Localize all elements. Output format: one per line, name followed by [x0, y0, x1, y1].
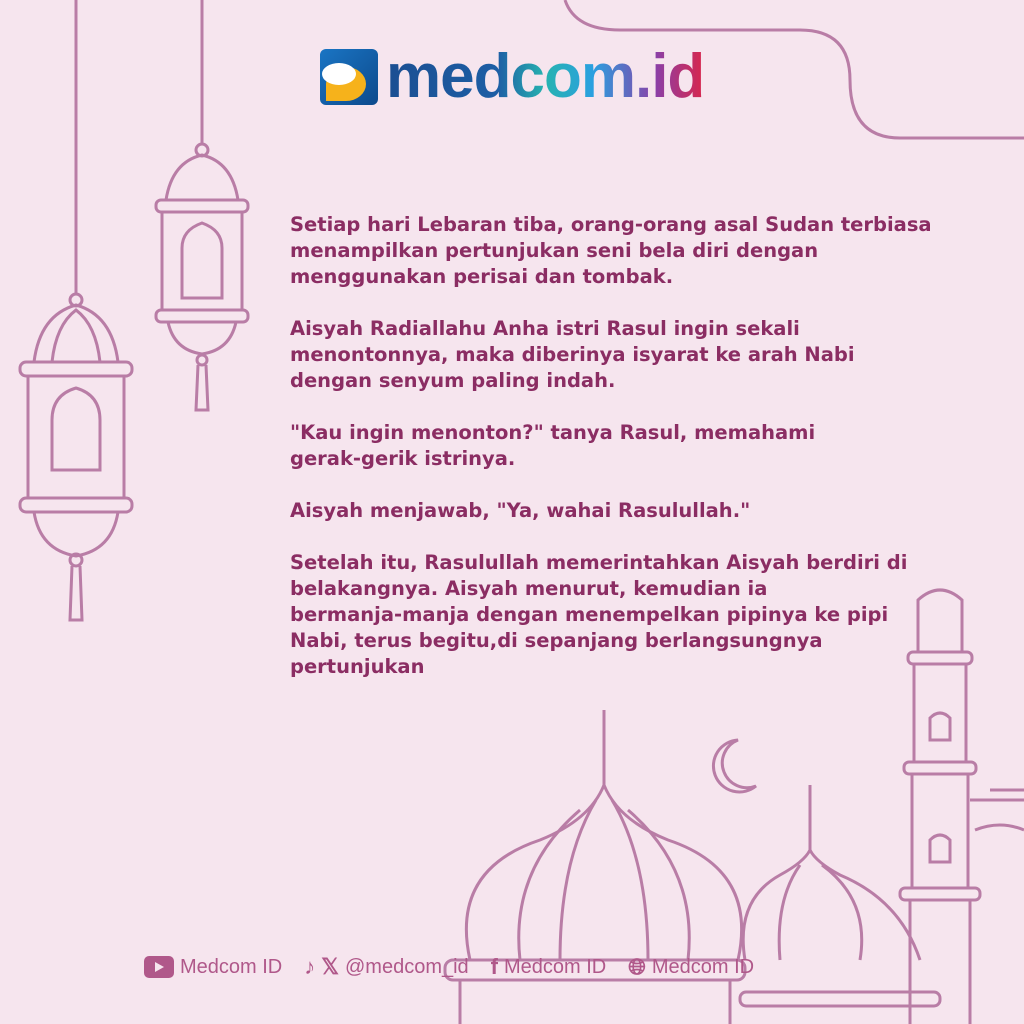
- text-line: belakangnya. Aisyah menurut, kemudian ia: [290, 577, 768, 600]
- paragraph: [290, 316, 970, 394]
- eagle-logo-icon: [320, 49, 378, 105]
- paragraph: [290, 420, 970, 472]
- text-line: Aisyah menjawab, "Ya, wahai Rasulullah.": [290, 499, 751, 522]
- logo-text: medcom.id: [386, 42, 705, 111]
- medcom-logo: [320, 42, 705, 111]
- paragraph: [290, 212, 970, 290]
- youtube-link[interactable]: [144, 956, 282, 979]
- lantern-left: [20, 0, 132, 620]
- paragraph: [290, 550, 970, 680]
- paragraph: [290, 498, 970, 524]
- tiktok-x-label: @medcom_id: [344, 955, 469, 978]
- website-link[interactable]: [628, 954, 754, 980]
- tiktok-x-link[interactable]: [304, 954, 468, 980]
- facebook-link[interactable]: [491, 954, 607, 980]
- text-line: menontonnya, maka diberinya isyarat ke arah Nabi: [290, 343, 855, 366]
- crescent-moon-icon: [713, 740, 756, 792]
- text-line: Setelah itu, Rasulullah memerintahkan Aisyah berdiri di: [290, 551, 908, 574]
- text-line: menggunakan perisai dan tombak.: [290, 265, 674, 288]
- tiktok-icon: ♪: [304, 954, 316, 979]
- story-text: [290, 212, 970, 706]
- globe-icon: 🌐︎: [628, 954, 646, 979]
- text-line: Aisyah Radiallahu Anha istri Rasul ingin sekali: [290, 317, 800, 340]
- text-line: gerak-gerik istrinya.: [290, 447, 516, 470]
- text-line: dengan senyum paling indah.: [290, 369, 616, 392]
- facebook-label: Medcom ID: [504, 955, 607, 978]
- text-line: menampilkan pertunjukan seni bela diri dengan: [290, 239, 819, 262]
- text-line: "Kau ingin menonton?" tanya Rasul, memahami: [290, 421, 816, 444]
- website-label: Medcom ID: [651, 955, 755, 978]
- lantern-right: [156, 0, 248, 410]
- social-footer: [144, 954, 776, 980]
- x-icon: 𝕏: [321, 954, 339, 979]
- youtube-label: Medcom ID: [180, 955, 283, 978]
- text-line: bermanja-manja dengan menempelkan pipinya ke pipi: [290, 603, 889, 626]
- text-line: Nabi, terus begitu,di sepanjang berlangsungnya: [290, 629, 823, 652]
- text-line: Setiap hari Lebaran tiba, orang-orang asal Sudan terbiasa: [290, 213, 932, 236]
- youtube-icon: [144, 956, 174, 978]
- facebook-icon: f: [490, 954, 498, 979]
- text-line: pertunjukan: [290, 655, 425, 678]
